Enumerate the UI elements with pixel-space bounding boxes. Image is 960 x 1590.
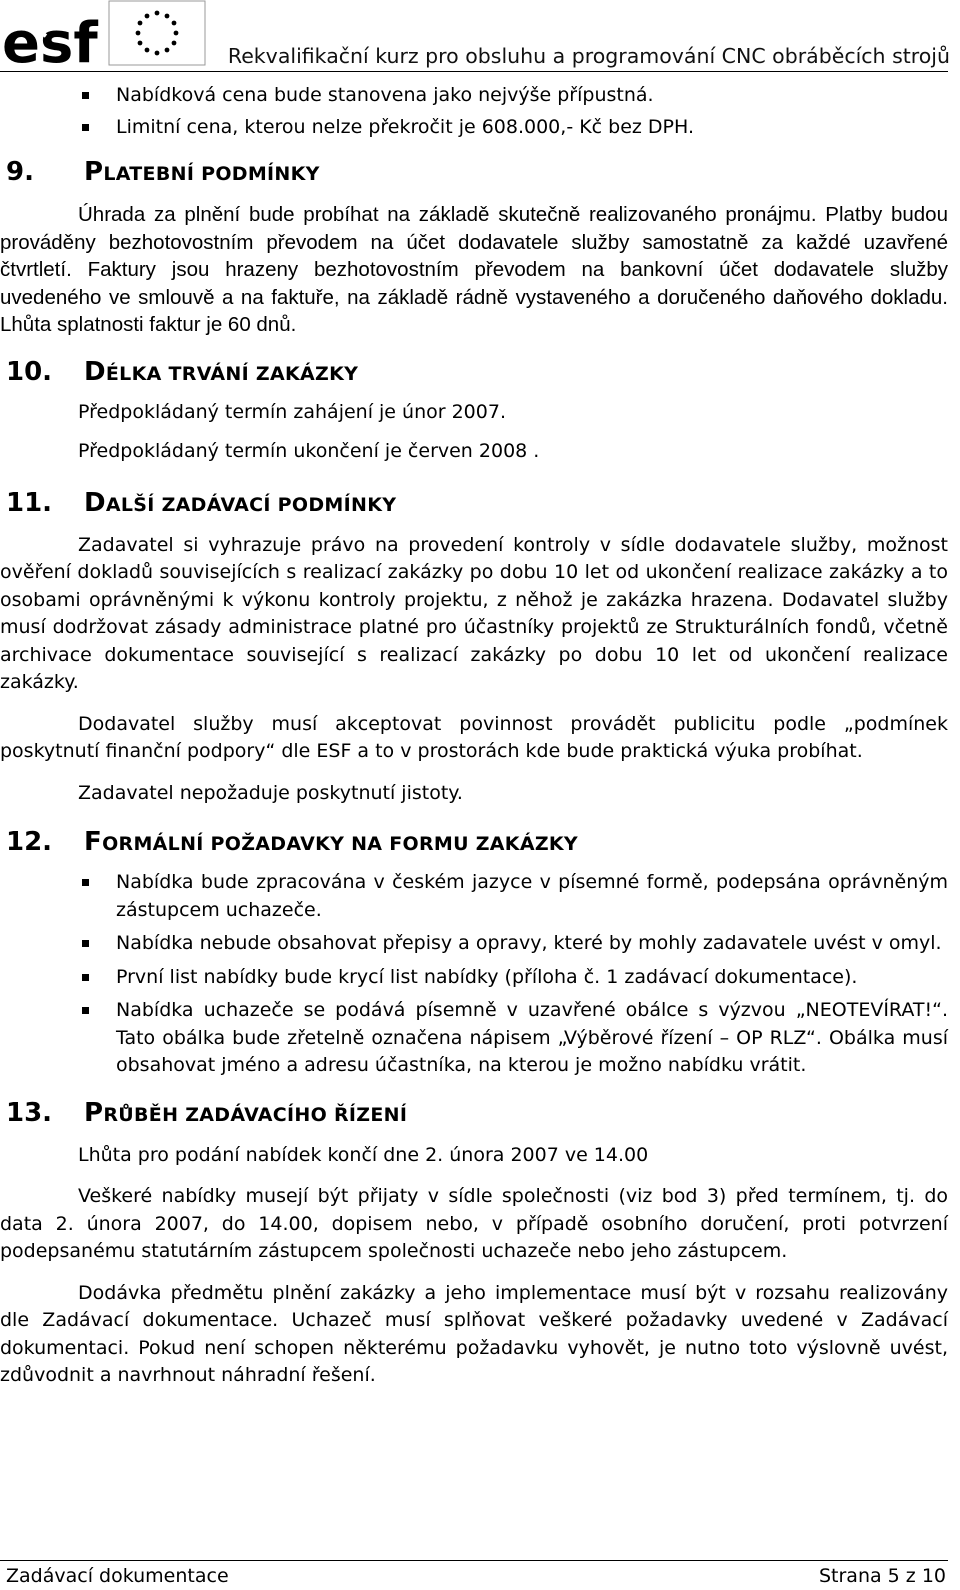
document-content: [0, 82, 948, 1390]
footer-rule: [0, 1560, 948, 1561]
section-number: 10.: [6, 356, 53, 387]
bullet-square-icon: [82, 879, 89, 886]
bullet-square-icon: [82, 1007, 89, 1014]
list-item: Limitní cena, kterou nelze překročit je 608.000,- Kč bez DPH.: [0, 114, 948, 142]
bullet-square-icon: [82, 92, 89, 99]
list-item: Nabídková cena bude stanovena jako nejvýše přípustná.: [0, 82, 948, 110]
bullet-square-icon: [82, 124, 89, 131]
list-item: Nabídka uchazeče se podává písemně v uzavřené obálce s výzvou „NEOTEVÍRAT!“. Tato obálka bude zřetelně označena nápisem „Výběrové řízení – OP RLZ“. Obálka musí obsahovat jméno a adresu účastníka, na kterou je možno nabídku vrátit.: [0, 997, 948, 1080]
start-date-line: Předpokládaný termín zahájení je únor 2007.: [78, 400, 506, 423]
footer-document-name: Zadávací dokumentace: [6, 1565, 229, 1587]
section-title: PRŮBĚH ZADÁVACÍHO ŘÍZENÍ: [84, 1097, 408, 1128]
control-rights-paragraph: Zadavatel si vyhrazuje právo na provedení kontroly v sídle dodavatele služby, možnost ověření dokladů souvisejících s realizací zakázky po dobu 10 let od ukončení realizace zakázky a to osobami oprávněnými k výkonu kontroly projektu, z něhož je zakázka hrazena. Dodavatel služby musí dodržovat zásady administrace platné pro účastníky projektů ze Strukturálních fondů, včetně archivace dokumentace související s realizací zakázky po dobu 10 let od ukončení realizace zakázky.: [0, 533, 948, 693]
page-header: [0, 0, 960, 76]
section-number: 11.: [6, 487, 53, 518]
section-title: DALŠÍ ZADÁVACÍ PODMÍNKY: [84, 487, 397, 518]
delivery-paragraph: Dodávka předmětu plnění zakázky a jeho implementace musí být v rozsahu realizovány dle Zadávací dokumentace. Uchazeč musí splňovat veškeré požadavky uvedené v Zadávací dokumentaci. Pokud není schopen některému požadavku vyhovět, je nutno toto výslovně uvést, zdůvodnit a navrhnout náhradní řešení.: [0, 1281, 948, 1386]
list-item: Nabídka nebude obsahovat přepisy a opravy, které by mohly zadavatele uvést v omyl.: [0, 930, 948, 958]
section-heading-11: [0, 488, 948, 518]
eu-flag-logo: [108, 0, 206, 66]
payment-terms-paragraph: Úhrada za plnění bude probíhat na základě skutečně realizovaného pronájmu. Platby budou prováděny bezhotovostním převodem na účet dodavatele služby samostatně za každé uzavřené čtvrtletí. Faktury jsou hrazeny bezhotovostním převodem na bankovní účet dodavatele služby uvedeného ve smlouvě a na faktuře, na základě rádně vystaveného a doručeného daňového dokladu. Lhůta splatnosti faktur je 60 dnů.: [0, 203, 948, 336]
section-heading-12: [0, 827, 948, 857]
publicity-paragraph: Dodavatel služby musí akceptovat povinnost provádět publicitu podle „podmínek poskytnutí finanční podpory“ dle ESF a to v prostorách kde bude praktická výuka probíhat.: [0, 712, 948, 762]
section-title: FORMÁLNÍ POŽADAVKY NA FORMU ZAKÁZKY: [84, 827, 578, 857]
section-number: 12.: [6, 827, 53, 857]
list-item: Nabídka bude zpracována v českém jazyce v písemné formě, podepsána oprávněným zástupcem uchazeče.: [0, 869, 948, 924]
price-bullets: [0, 82, 948, 141]
deadline-line: Lhůta pro podání nabídek končí dne 2. února 2007 ve 14.00: [78, 1143, 649, 1166]
guarantee-paragraph: Zadavatel nepožaduje poskytnutí jistoty.: [78, 781, 463, 804]
footer-page-number: Strana 5 z 10: [818, 1565, 946, 1587]
list-item: První list nabídky bude krycí list nabídky (příloha č. 1 zadávací dokumentace).: [0, 964, 948, 992]
end-date-line: Předpokládaný termín ukončení je červen 2008 .: [78, 440, 540, 462]
section-number: 13.: [6, 1097, 53, 1128]
esf-logo: [2, 2, 98, 76]
svg-text:esf: esf: [2, 11, 98, 76]
section-title: DÉLKA TRVÁNÍ ZAKÁZKY: [84, 356, 359, 387]
bullet-square-icon: [82, 940, 89, 947]
header-rule: [0, 71, 948, 72]
section-heading-13: [0, 1098, 948, 1128]
bullet-square-icon: [82, 974, 89, 981]
formal-requirements-list: [0, 869, 948, 1080]
submission-paragraph: Veškeré nabídky musejí být přijaty v sídle společnosti (viz bod 3) před termínem, tj. do data 2. února 2007, do 14.00, dopisem nebo, v případě osobního doručení, proti potvrzení podepsanému statutárním zástupcem společnosti uchazeče nebo jeho zástupcem.: [0, 1185, 948, 1262]
header-title: Rekvalifikační kurz pro obsluhu a programování CNC obráběcích strojů: [227, 44, 950, 68]
section-number: 9.: [6, 157, 34, 187]
section-heading-9: [0, 157, 948, 187]
section-title: PLATEBNÍ PODMÍNKY: [84, 157, 320, 187]
section-heading-10: [0, 357, 948, 387]
